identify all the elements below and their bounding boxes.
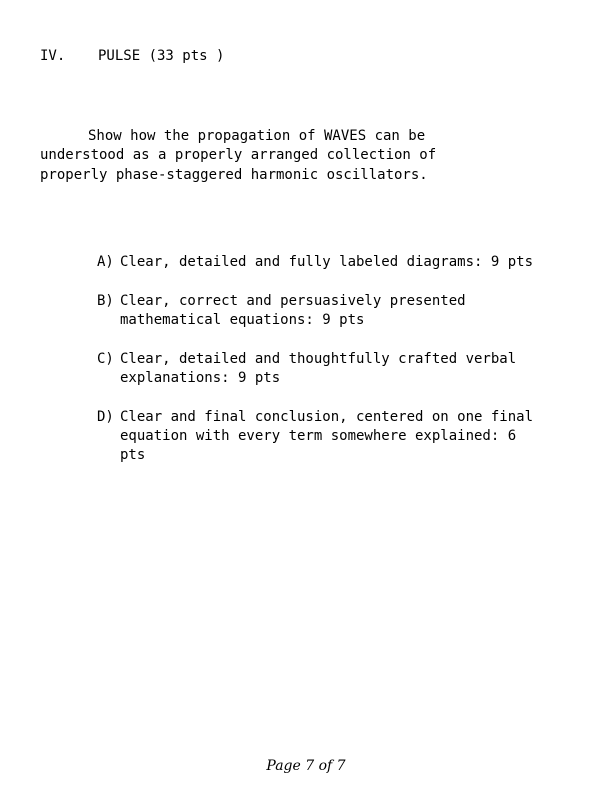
rubric-item-c bbox=[97, 350, 547, 388]
question-prompt: Show how the propagation of WAVES can be understood as a properly arranged collection of properly phase-staggered harmonic oscillators. bbox=[40, 128, 437, 183]
grading-rubric bbox=[97, 253, 547, 485]
rubric-item-b bbox=[97, 292, 547, 330]
rubric-item-d bbox=[97, 408, 547, 465]
rubric-marker: B) bbox=[97, 293, 114, 309]
rubric-text: Clear, detailed and thoughtfully crafted verbal explanations: 9 pts bbox=[120, 351, 517, 386]
page-number-footer: Page 7 of 7 bbox=[266, 758, 346, 774]
question-heading bbox=[40, 47, 224, 66]
rubric-text: Clear, detailed and fully labeled diagrams: 9 pts bbox=[120, 254, 534, 270]
question-number: IV. bbox=[40, 48, 66, 64]
question-title: PULSE (33 pts ) bbox=[98, 48, 225, 64]
rubric-text: Clear and final conclusion, centered on one final equation with every term somewhere explained: 6 pts bbox=[120, 409, 534, 463]
rubric-marker: D) bbox=[97, 409, 114, 425]
rubric-marker: A) bbox=[97, 254, 114, 270]
rubric-item-a bbox=[97, 253, 547, 272]
rubric-text: Clear, correct and persuasively presented mathematical equations: 9 pts bbox=[120, 293, 466, 328]
rubric-marker: C) bbox=[97, 351, 114, 367]
